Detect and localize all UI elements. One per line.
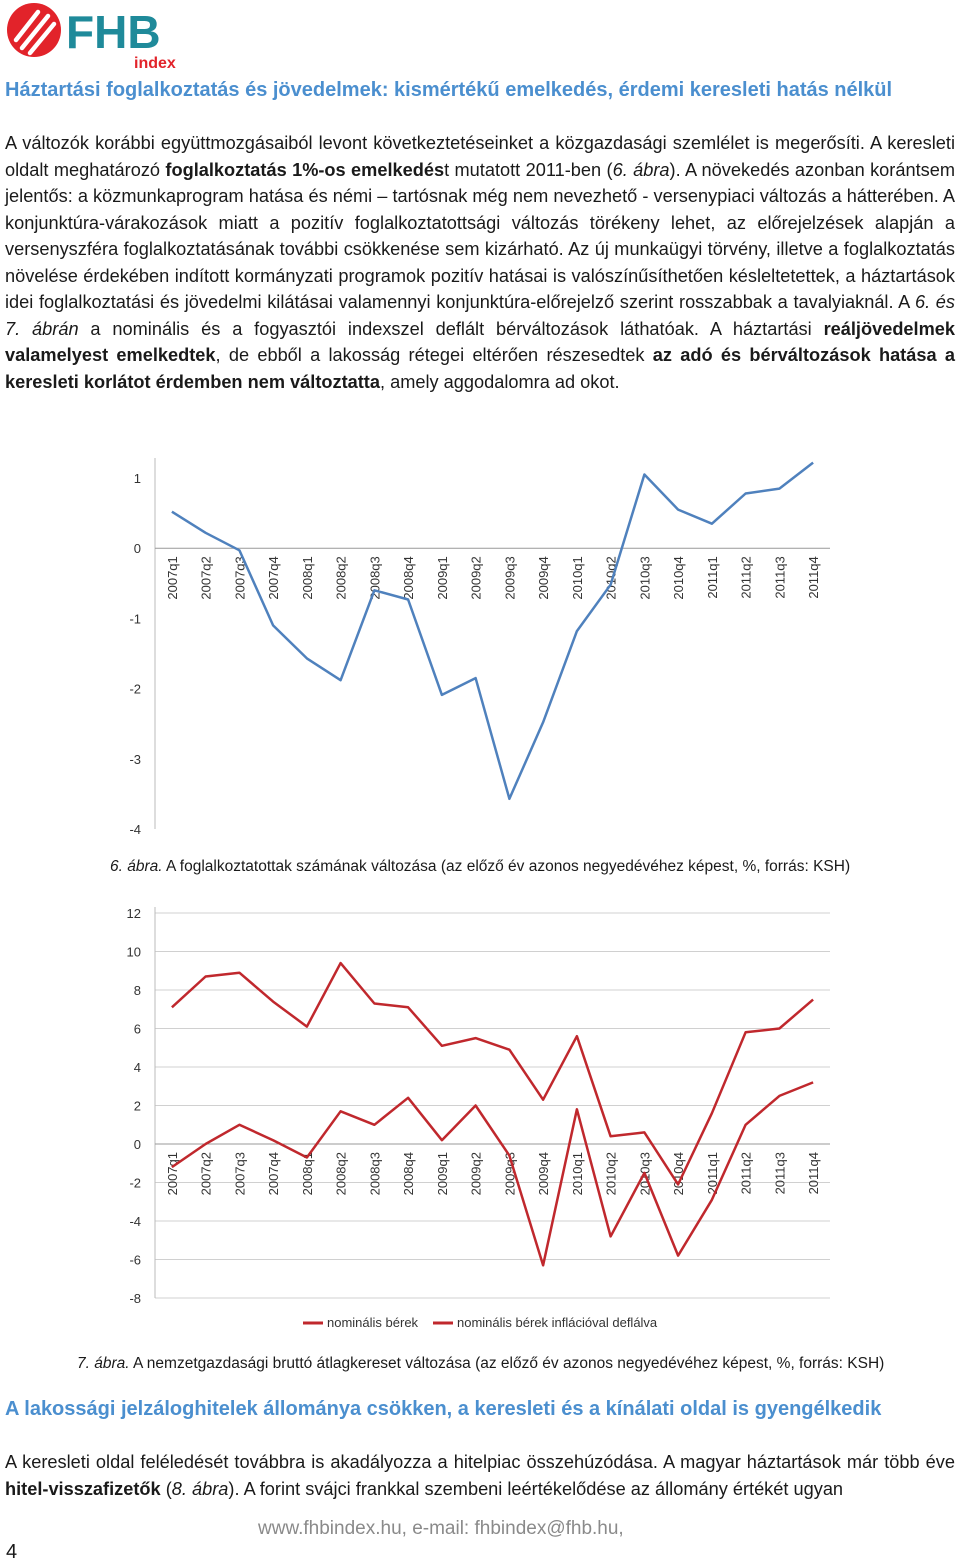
series-line-1 (172, 463, 813, 799)
text-run: a nominális és a fogyasztói indexszel deflált bérváltozások láthatóak. A háztartási (78, 318, 824, 339)
figure-6-caption (110, 857, 850, 877)
x-tick-label: 2007q1 (164, 1152, 180, 1196)
figure-ref: 8. ábra (171, 1478, 229, 1499)
footer-contact: www.fhbindex.hu, e-mail: fhbindex@fhb.hu, (258, 1518, 624, 1539)
x-tick-label: 2011q2 (738, 556, 754, 599)
x-tick-label: 2010q3 (637, 556, 653, 600)
x-tick-label: 2009q2 (468, 556, 484, 600)
y-tick-label: 6 (133, 1021, 141, 1037)
y-tick-label: -4 (129, 822, 141, 837)
y-tick-label: -1 (129, 611, 141, 627)
text-run: ). A növekedés azonban korántsem jelentős: a közmunkaprogram hatása és némi – tartósnak még nem nevezhető - versenypiaci változás a hátterében. A konjunktúra-várakozások miatt a pozitív foglalkoztatottsági változás törékeny lehet, az előrejelzések alapján a versenyszféra foglalkoztatásának további csökkenése sem kizárható. Az új munkaügyi törvény, illetve a foglalkoztatás növelése érdekében indított kormányzati programok pozitív hatásai is valószínűsíthetően késleltetettek, a háztartások idei foglalkoztatási és jövedelmi kilátásai valamennyi konjunktúra-előrejelző szerint rosszabbak a tavalyiaknál. A (5, 159, 955, 312)
y-tick-label: 0 (133, 541, 141, 557)
figure-7-caption (77, 1354, 884, 1374)
figure-ref: 6. ábra (612, 159, 670, 180)
x-tick-label: 2010q2 (603, 1152, 619, 1196)
text-run: A változók korábbi együttmozgásaiból levont következtetéseinket a közgazdasági szemlélet is megerősíti. A keresleti oldalt meghatározó (5, 133, 955, 180)
employment-change-chart (110, 440, 840, 845)
x-tick-label: 2007q2 (198, 1152, 214, 1196)
text-run: t mutatott 2011-ben ( (444, 159, 613, 180)
section-heading-income: Háztartási foglalkoztatás és jövedelmek: kismértékű emelkedés, érdemi keresleti hatás nélkül (5, 79, 893, 101)
fhb-index-logo (4, 2, 194, 72)
x-tick-label: 2008q1 (299, 556, 315, 600)
y-tick-label: -6 (129, 1252, 141, 1268)
x-tick-label: 2010q1 (569, 556, 585, 600)
y-tick-label: -3 (129, 751, 141, 767)
y-tick-label: 12 (126, 906, 141, 921)
x-tick-label: 2007q4 (266, 1152, 282, 1196)
x-tick-label: 2010q4 (671, 1152, 687, 1196)
x-tick-label: 2011q1 (704, 1152, 720, 1195)
x-tick-label: 2007q3 (232, 556, 248, 600)
x-tick-label: 2011q3 (772, 1152, 788, 1195)
x-tick-label: 2008q3 (367, 556, 383, 600)
paragraph-mortgage (5, 1449, 955, 1502)
x-tick-label: 2008q1 (299, 1152, 315, 1196)
y-tick-label: 4 (133, 1060, 141, 1075)
x-tick-label: 2011q1 (704, 556, 720, 599)
y-tick-label: -2 (129, 681, 141, 697)
caption-text: A nemzetgazdasági bruttó átlagkereset változása (az előző év azonos negyedévéhez képest, %, forrás: KSH) (129, 1355, 885, 1372)
x-tick-label: 2010q3 (637, 1152, 653, 1196)
caption-number: 6. ábra. (110, 858, 163, 875)
x-tick-label: 2011q4 (806, 1152, 822, 1195)
y-tick-label: -2 (129, 1175, 141, 1191)
text-run: ( (160, 1478, 172, 1499)
x-tick-label: 2009q3 (502, 556, 518, 600)
series-line-1 (172, 963, 813, 1184)
section-heading-mortgage: A lakossági jelzáloghitelek állománya csökken, a keresleti és a kínálati oldal is gyengélkedik (5, 1398, 882, 1420)
x-tick-label: 2008q2 (333, 556, 349, 600)
text-run: , amely aggodalomra ad okot. (379, 371, 620, 392)
figure-ref: 6. és 7. ábrán (5, 292, 955, 339)
x-tick-label: 2011q2 (738, 1152, 754, 1195)
x-tick-label: 2009q1 (434, 1152, 450, 1196)
x-tick-label: 2009q2 (468, 1152, 484, 1196)
x-tick-label: 2007q4 (266, 556, 282, 600)
x-tick-label: 2009q4 (536, 556, 552, 600)
x-tick-label: 2008q3 (367, 1152, 383, 1196)
x-tick-label: 2007q1 (164, 556, 180, 600)
text-run-bold: az adó és bérváltozások hatása a keresleti korlátot érdemben nem változtatta (5, 345, 955, 392)
caption-text: A foglalkoztatottak számának változása (az előző év azonos negyedévéhez képest, %, forrás: KSH) (162, 858, 851, 875)
x-tick-label: 2010q1 (569, 1152, 585, 1196)
caption-number: 7. ábra. (77, 1355, 130, 1372)
x-tick-label: 2008q2 (333, 1152, 349, 1196)
x-tick-label: 2009q4 (536, 1152, 552, 1196)
x-tick-label: 2011q4 (806, 556, 822, 599)
text-run: ). A forint svájci frankkal szembeni leértékelődése az állomány értékét ugyan (228, 1478, 844, 1499)
logo-wordmark: FHB (66, 6, 161, 58)
text-run-bold: foglalkoztatás 1%-os emelkedés (165, 159, 445, 180)
y-tick-label: 2 (133, 1098, 141, 1114)
x-tick-label: 2009q3 (502, 1152, 518, 1196)
x-tick-label: 2007q3 (232, 1152, 248, 1196)
legend-label: nominális bérek (327, 1315, 419, 1330)
text-run-bold: hitel-visszafizetők (5, 1478, 161, 1499)
text-run: A keresleti oldal feléledését továbbra is akadályozza a hitelpiac összehúzódása. A magyar háztartások már több éve (5, 1452, 955, 1472)
text-run-bold: reáljövedelmek valamelyest emelkedtek (5, 318, 955, 365)
y-tick-label: -4 (129, 1214, 141, 1229)
y-tick-label: 8 (133, 983, 141, 998)
legend-label: nominális bérek inflációval deflálva (457, 1315, 658, 1330)
x-tick-label: 2007q2 (198, 556, 214, 600)
x-tick-label: 2011q3 (772, 556, 788, 599)
logo-subtext: index (134, 55, 176, 72)
text-run: , de ebből a lakosság rétegei eltérően részesedtek (215, 345, 653, 365)
y-tick-label: 10 (126, 944, 141, 960)
fhb-logo-icon (4, 2, 194, 72)
x-tick-label: 2010q4 (671, 556, 687, 600)
y-tick-label: -8 (129, 1291, 141, 1306)
x-tick-label: 2008q4 (401, 556, 417, 600)
y-tick-label: 0 (133, 1137, 141, 1152)
x-tick-label: 2010q2 (603, 556, 619, 600)
x-tick-label: 2008q4 (401, 1152, 417, 1196)
y-tick-label: 1 (133, 471, 141, 487)
page-number: 4 (6, 1541, 18, 1563)
paragraph-income (5, 130, 955, 395)
wage-change-chart (110, 900, 840, 1335)
x-tick-label: 2009q1 (434, 556, 450, 600)
